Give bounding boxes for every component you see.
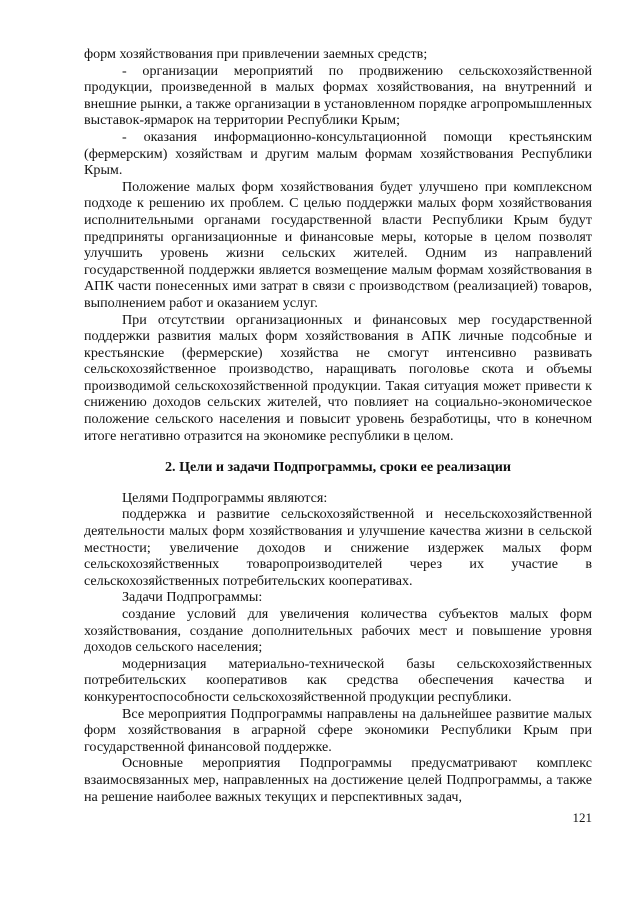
paragraph-improvement: Положение малых форм хозяйствования будет улучшено при комплексном подходе к решению их проблем. С целью поддержки малых форм хозяйствования исполнительными органами государственной власти Республики Крым будут предприняты организационные и финансовые меры, которые в целом позволят улучшить уровень жизни сельских жителей. Одним из направлений государственной поддержки является возмещение малым формам хозяйствования в АПК части понесенных ими затрат в связи с производством (реализацией) товаров, выполнением работ и оказанием услуг. [84,178,592,311]
paragraph-task-2: модернизация материально-технической базы сельскохозяйственных потребительских кооперативов как средства обеспечения качества и конкурентоспособности сельскохозяйственной продукции республики. [84,655,592,705]
page-number: 121 [572,810,592,825]
list-item-consulting: - оказания информационно-консультационной помощи крестьянским (фермерским) хозяйствам и другим малым формам хозяйствования Республики Крым. [84,128,592,179]
paragraph-tasks-intro: Задачи Подпрограммы: [122,589,263,606]
paragraph-risks: При отсутствии организационных и финансовых мер государственной поддержки развития малых форм хозяйствования в АПК личные подсобные и крестьянские (фермерские) хозяйства не смогут интенсивно развивать сельскохозяйственное производство, наращивать поголовье скота и объемы производимой сельскохозяйственной продукции. Такая ситуация может привести к снижению доходов сельских жителей, что повлияет на социально-экономическое положение сельского населения и повысит уровень безработицы, что в конечном итоге негативно отразится на экономике республики в целом. [84,311,592,444]
section-heading: 2. Цели и задачи Подпрограммы, сроки ее реализации [165,459,511,476]
paragraph-goals: поддержка и развитие сельскохозяйственной и несельскохозяйственной деятельности малых форм хозяйствования и улучшение качества жизни в сельской местности; увеличение доходов и снижение издержек малых форм сельскохозяйственных товаропроизводителей через их участие в сельскохозяйственных потребительских кооперативах. [84,506,592,589]
paragraph-goals-intro: Целями Подпрограммы являются: [122,489,328,506]
paragraph-all-measures: Все мероприятия Подпрограммы направлены на дальнейшее развитие малых форм хозяйствования в аграрной сфере экономики Республики Крым при государственной финансовой поддержке. [84,705,592,755]
paragraph-continuation: форм хозяйствования при привлечении заемных средств; [84,46,428,62]
paragraph-main-measures: Основные мероприятия Подпрограммы предусматривают комплекс взаимосвязанных мер, направленных на достижение целей Подпрограммы, а также на решение наиболее важных текущих и перспективных задач, [84,755,592,805]
page-body [84,46,592,805]
paragraph-task-1: создание условий для увеличения количества субъектов малых форм хозяйствования, создание дополнительных рабочих мест и повышение уровня доходов сельского населения; [84,606,592,656]
list-item-promotion: - организации мероприятий по продвижению сельскохозяйственной продукции, произведенной в малых формах хозяйствования, на внутренний и внешние рынки, а также организации в установленном порядке агропромышленных выставок-ярмарок на территории Республики Крым; [84,62,592,129]
